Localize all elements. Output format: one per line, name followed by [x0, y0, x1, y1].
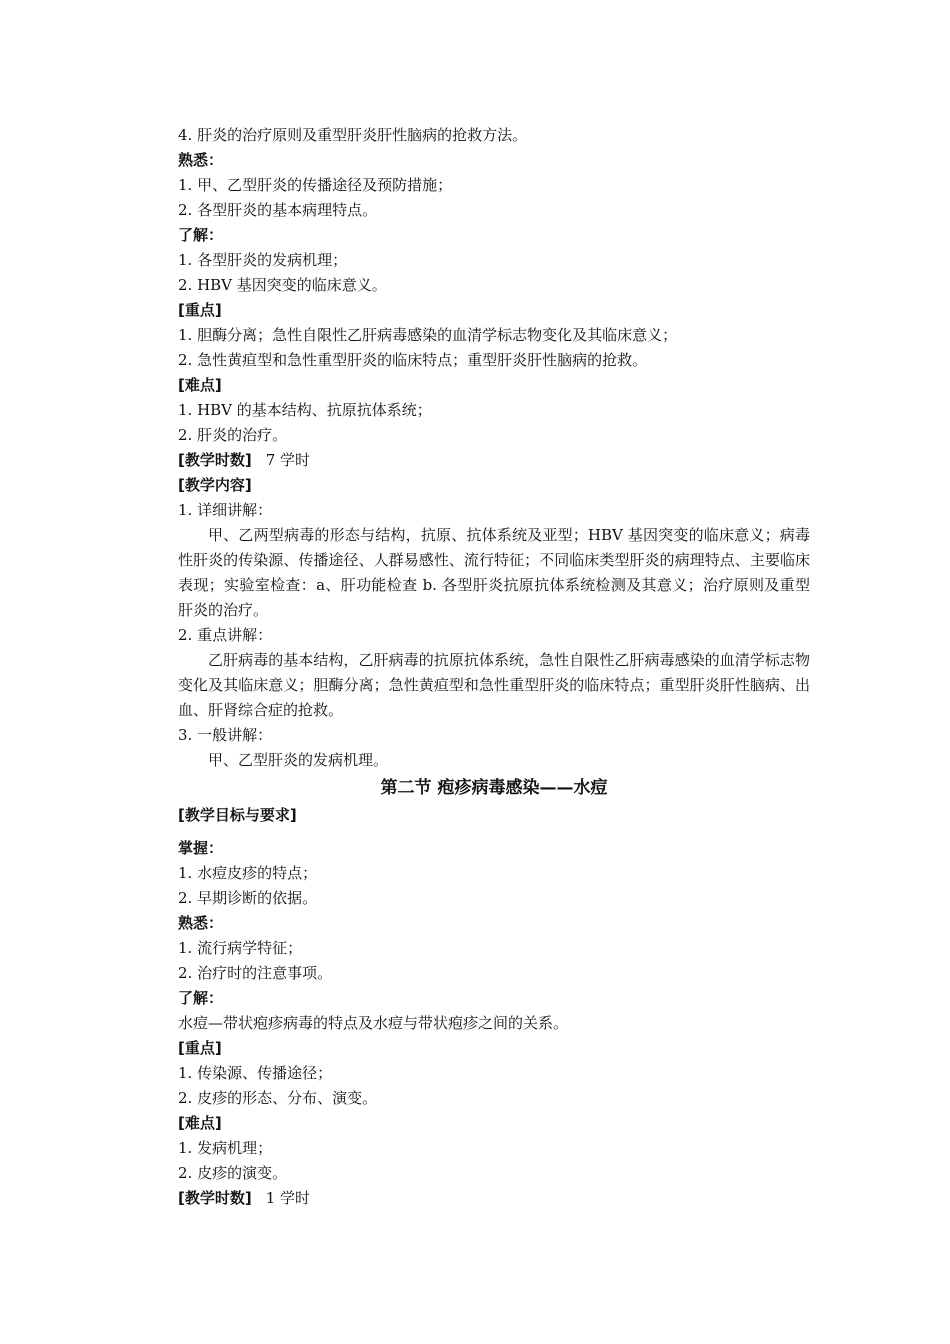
master-item: 2. 早期诊断的依据。	[178, 889, 318, 907]
key-point-item: 2. 急性黄疸型和急性重型肝炎的临床特点；重型肝炎肝性脑病的抢救。	[178, 351, 648, 369]
familiar-item: 2. 各型肝炎的基本病理特点。	[178, 201, 378, 219]
difficult-point-item: 1. 发病机理；	[178, 1139, 273, 1157]
detail-heading: 1. 详细讲解：	[178, 501, 273, 519]
focus-heading: 2. 重点讲解：	[178, 626, 273, 644]
understand-label: 了解：	[178, 226, 224, 244]
general-heading: 3. 一般讲解：	[178, 726, 273, 744]
understand-item: 1. 各型肝炎的发病机理；	[178, 251, 348, 269]
teaching-content-label: [教学内容]	[178, 476, 252, 494]
spacer	[178, 828, 810, 836]
teaching-hours-label: [教学时数]	[178, 451, 252, 469]
difficult-points-label: [难点]	[178, 1114, 222, 1132]
teaching-hours-label: [教学时数]	[178, 1189, 252, 1207]
master-item: 1. 水痘皮疹的特点；	[178, 864, 318, 882]
difficult-point-item: 2. 肝炎的治疗。	[178, 426, 288, 444]
understand-text: 水痘—带状疱疹病毒的特点及水痘与带状疱疹之间的关系。	[178, 1014, 569, 1032]
familiar-item: 1. 流行病学特征；	[178, 939, 303, 957]
section-title: 第二节 疱疹病毒感染——水痘	[380, 778, 608, 798]
familiar-item: 2. 治疗时的注意事项。	[178, 964, 333, 982]
general-paragraph: 甲、乙型肝炎的发病机理。	[208, 751, 389, 769]
teaching-hours-value: 1 学时	[265, 1189, 311, 1207]
key-point-item: 2. 皮疹的形态、分布、演变。	[178, 1089, 378, 1107]
teaching-hours	[178, 1186, 810, 1211]
key-points-label: [重点]	[178, 1039, 222, 1057]
understand-item: 2. HBV 基因突变的临床意义。	[178, 276, 387, 294]
key-point-item: 1. 胆酶分离；急性自限性乙肝病毒感染的血清学标志物变化及其临床意义；	[178, 326, 678, 344]
detail-paragraph: 甲、乙两型病毒的形态与结构，抗原、抗体系统及亚型；HBV 基因突变的临床意义；病毒性肝炎的传染源、传播途径、人群易感性、流行特征；不同临床类型肝炎的病理特点、主要临床表现；实验室检查：a、肝功能检查 b. 各型肝炎抗原抗体系统检测及其意义；治疗原则及重型肝炎的治疗。	[178, 526, 810, 619]
objective-item-4: 4. 肝炎的治疗原则及重型肝炎肝性脑病的抢救方法。	[178, 126, 528, 144]
difficult-point-item: 1. HBV 的基本结构、抗原抗体系统；	[178, 401, 432, 419]
document-body	[178, 123, 810, 1211]
key-points-label: [重点]	[178, 301, 222, 319]
difficult-points-label: [难点]	[178, 376, 222, 394]
focus-paragraph: 乙肝病毒的基本结构，乙肝病毒的抗原抗体系统，急性自限性乙肝病毒感染的血清学标志物变化及其临床意义；胆酶分离；急性黄疸型和急性重型肝炎的临床特点；重型肝炎肝性脑病、出血、肝肾综合症的抢救。	[178, 651, 810, 719]
difficult-point-item: 2. 皮疹的演变。	[178, 1164, 288, 1182]
goals-label: [教学目标与要求]	[178, 806, 297, 824]
teaching-hours-value: 7 学时	[265, 451, 311, 469]
familiar-label: 熟悉：	[178, 914, 224, 932]
teaching-hours	[178, 448, 810, 473]
familiar-item: 1. 甲、乙型肝炎的传播途径及预防措施；	[178, 176, 453, 194]
key-point-item: 1. 传染源、传播途径；	[178, 1064, 333, 1082]
familiar-label: 熟悉：	[178, 151, 224, 169]
master-label: 掌握：	[178, 839, 224, 857]
understand-label: 了解：	[178, 989, 224, 1007]
